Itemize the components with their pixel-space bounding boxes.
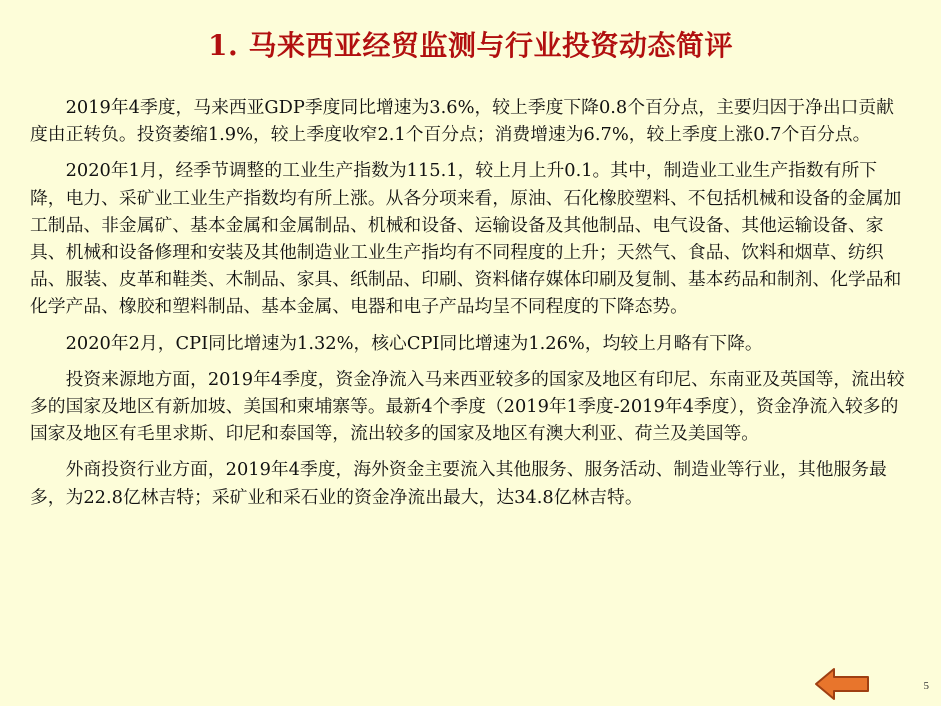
- document-body: [30, 94, 908, 520]
- page-title: 1. 马来西亚经贸监测与行业投资动态简评: [208, 29, 733, 62]
- paragraph-foreign-investment-industry: 外商投资行业方面，2019年4季度，海外资金主要流入其他服务、服务活动、制造业等行业，其他服务最多，为22.8亿林吉特；采矿业和采石业的资金净流出最大，达34.8亿林吉特。: [30, 459, 887, 508]
- paragraph-industrial-production: 2020年1月，经季节调整的工业生产指数为115.1，较上月上升0.1。其中，制造业工业生产指数有所下降，电力、采矿业工业生产指数均有所上涨。从各分项来看，原油、石化橡胶塑料、不包括机械和设备的金属加工制品、非金属矿、基本金属和金属制品、机械和设备、运输设备及其他制品、电气设备、其他运输设备、家具、机械和设备修理和安装及其他制造业工业生产指均有不同程度的上升；天然气、食品、饮料和烟草、纺织品、服装、皮革和鞋类、木制品、家具、纸制品、印刷、资料储存媒体印刷及复制、基本药品和制剂、化学品和化学产品、橡胶和塑料制品、基本金属、电器和电子产品均呈不同程度的下降态势。: [30, 160, 902, 318]
- page-number: 5: [923, 680, 929, 692]
- back-button[interactable]: [814, 667, 870, 701]
- paragraph-gdp: 2019年4季度，马来西亚GDP季度同比增速为3.6%，较上季度下降0.8个百分点，主要归因于净出口贡献度由正转负。投资萎缩1.9%，较上季度收窄2.1个百分点；消费增速为6.7%，较上季度上涨0.7个百分点。: [30, 97, 894, 146]
- left-arrow-icon[interactable]: [814, 667, 870, 701]
- paragraph-investment-source: 投资来源地方面，2019年4季度，资金净流入马来西亚较多的国家及地区有印尼、东南亚及英国等，流出较多的国家及地区有新加坡、美国和柬埔寨等。最新4个季度（2019年1季度-2019年4季度），资金净流入较多的国家及地区有毛里求斯、印尼和泰国等，流出较多的国家及地区有澳大利亚、荷兰及美国等。: [30, 368, 905, 445]
- paragraph-cpi: 2020年2月，CPI同比增速为1.32%，核心CPI同比增速为1.26%，均较上月略有下降。: [65, 332, 763, 354]
